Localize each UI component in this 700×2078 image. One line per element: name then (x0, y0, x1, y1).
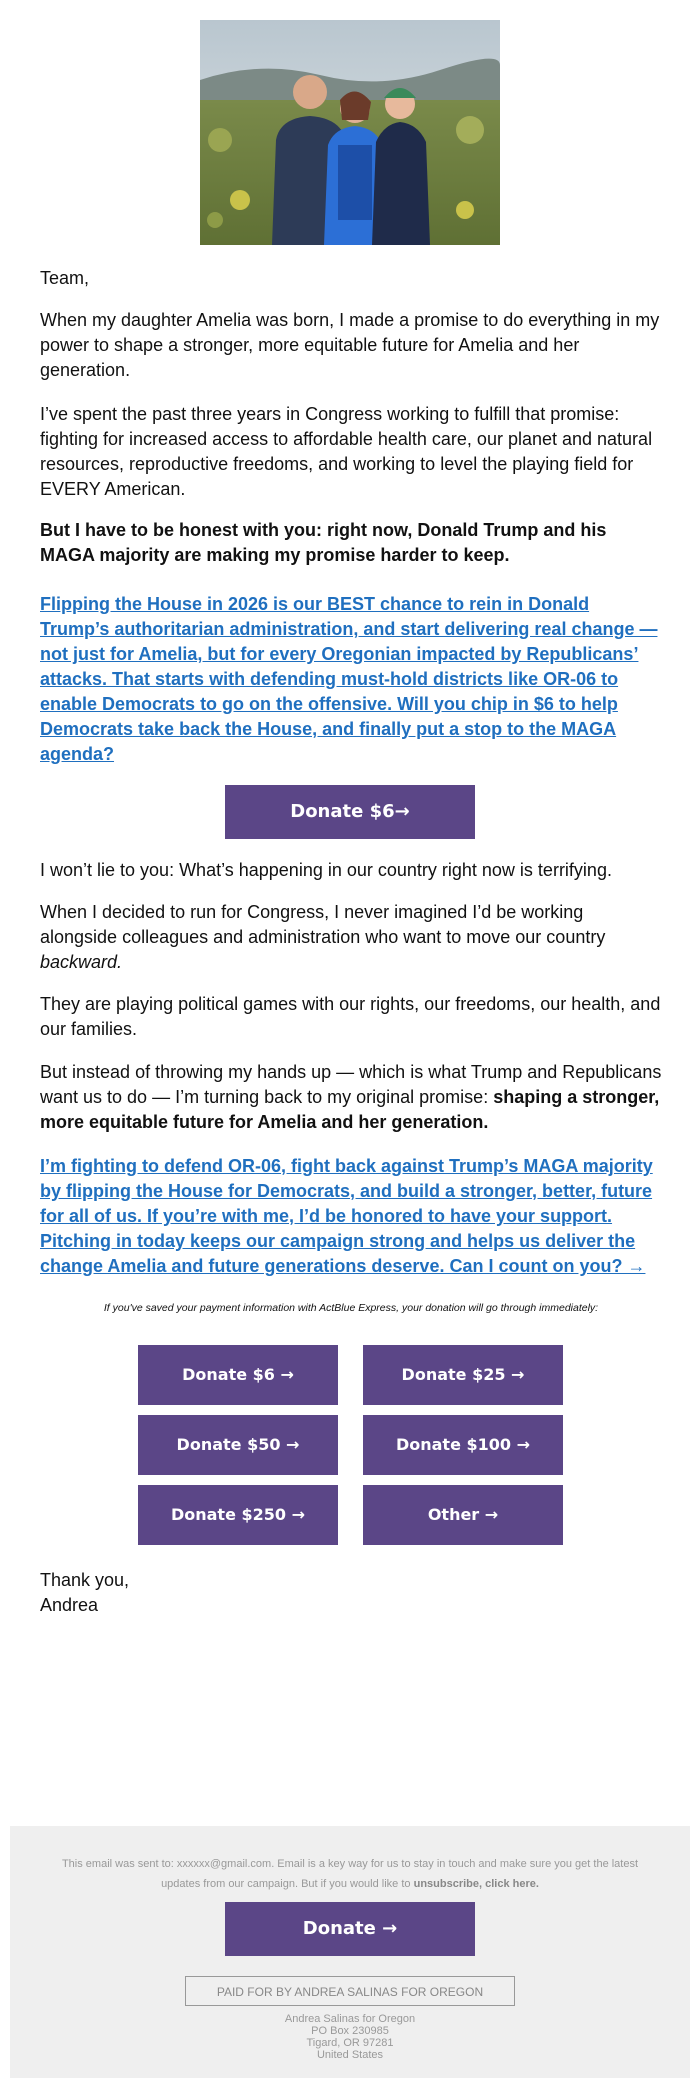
paragraph-run-congress-text: When I decided to run for Congress, I never imagined I’d be working alongside colleagues and administration who want to move our country (40, 902, 606, 947)
paragraph-congress: I’ve spent the past three years in Congress working to fulfill that promise: fighting for increased access to affordable health care, our planet and natural resources, reproductive freedoms, and working to level the playing field for EVERY American. (40, 404, 653, 499)
donate-6-button[interactable]: Donate $6→ (225, 785, 475, 839)
donate-50-button[interactable]: Donate $50 → (138, 1415, 338, 1475)
paragraph-honest: But I have to be honest with you: right now, Donald Trump and his MAGA majority are making my promise harder to keep. (40, 520, 607, 565)
footer (10, 1826, 690, 2078)
footer-donate-button[interactable]: Donate → (225, 1902, 475, 1956)
paragraph-link-flip (40, 592, 662, 767)
paragraph-original-promise-text: But instead of throwing my hands up — which is what Trump and Republicans want us to do — I’m turning back to my original promise: (40, 1062, 662, 1107)
paragraph-run-congress (40, 900, 662, 975)
paragraph-original-promise (40, 1060, 662, 1135)
footer-address-line-2: PO Box 230985 (311, 2025, 389, 2037)
paragraph-terrifying: I won’t lie to you: What’s happening in our country right now is terrifying. (40, 860, 612, 880)
footer-address-line-1: Andrea Salinas for Oregon (284, 2013, 416, 2025)
donate-100-button[interactable]: Donate $100 → (363, 1415, 563, 1475)
unsubscribe-link[interactable]: unsubscribe, click here. (413, 1878, 539, 1890)
actblue-express-note: If you've saved your payment information with ActBlue Express, your donation will go through immediately: (103, 1302, 599, 1314)
greeting: Team, (40, 268, 90, 288)
donate-other-button[interactable]: Other → (363, 1485, 563, 1545)
paragraph-original-promise-bold: shaping a stronger, more equitable future for Amelia and her generation. (40, 1087, 660, 1132)
donate-250-button[interactable]: Donate $250 → (138, 1485, 338, 1545)
paragraph-link-defend (40, 1154, 662, 1279)
signoff-name: Andrea (40, 1595, 99, 1615)
paragraph-promise: When my daughter Amelia was born, I made a promise to do everything in my power to shape a stronger, more equitable future for Amelia and her generation. (40, 310, 660, 380)
donate-25-button[interactable]: Donate $25 → (363, 1345, 563, 1405)
header-photo (200, 20, 500, 245)
footer-address-line-3: Tigard, OR 97281 (306, 2037, 394, 2049)
paid-for-disclaimer: PAID FOR BY ANDREA SALINAS FOR OREGON (185, 1976, 515, 2006)
donate-6-grid-button[interactable]: Donate $6 → (138, 1345, 338, 1405)
paragraph-political-games: They are playing political games with our rights, our freedoms, our health, and our families. (40, 994, 661, 1039)
footer-sent-prefix: This email was sent to: (61, 1858, 174, 1870)
paragraph-run-congress-italic: backward. (40, 952, 123, 972)
signoff-thanks: Thank you, (40, 1570, 130, 1590)
donate-link-flip-house[interactable]: Flipping the House in 2026 is our BEST chance to rein in Donald Trump’s authoritarian administration, and start delivering real change — not just for Amelia, but for every Oregonian impacted by Republicans’ attacks. That starts with defending must-hold districts like OR-06 to enable Democrats to go on the offensive. Will you chip in $6 to help Democrats take back the House, and finally put a stop to the MAGA agenda? (40, 594, 658, 764)
footer-address-line-4: United States (316, 2049, 384, 2061)
footer-sent-suffix: . Email is a key way for us to stay in touch and make sure you get the latest updates from our campaign. But if you would like to (161, 1858, 639, 1890)
footer-email: xxxxxx@gmail.com (176, 1858, 272, 1870)
footer-sent-text (60, 1854, 640, 1894)
donate-link-defend-or06[interactable]: I’m fighting to defend OR-06, fight back against Trump’s MAGA majority by flipping the House for Democrats, and build a stronger, better, future for all of us. If you’re with me, I’d be honored to have your support. Pitching in today keeps our campaign strong and helps us deliver the change Amelia and future generations deserve. Can I count on you? → (40, 1156, 653, 1276)
